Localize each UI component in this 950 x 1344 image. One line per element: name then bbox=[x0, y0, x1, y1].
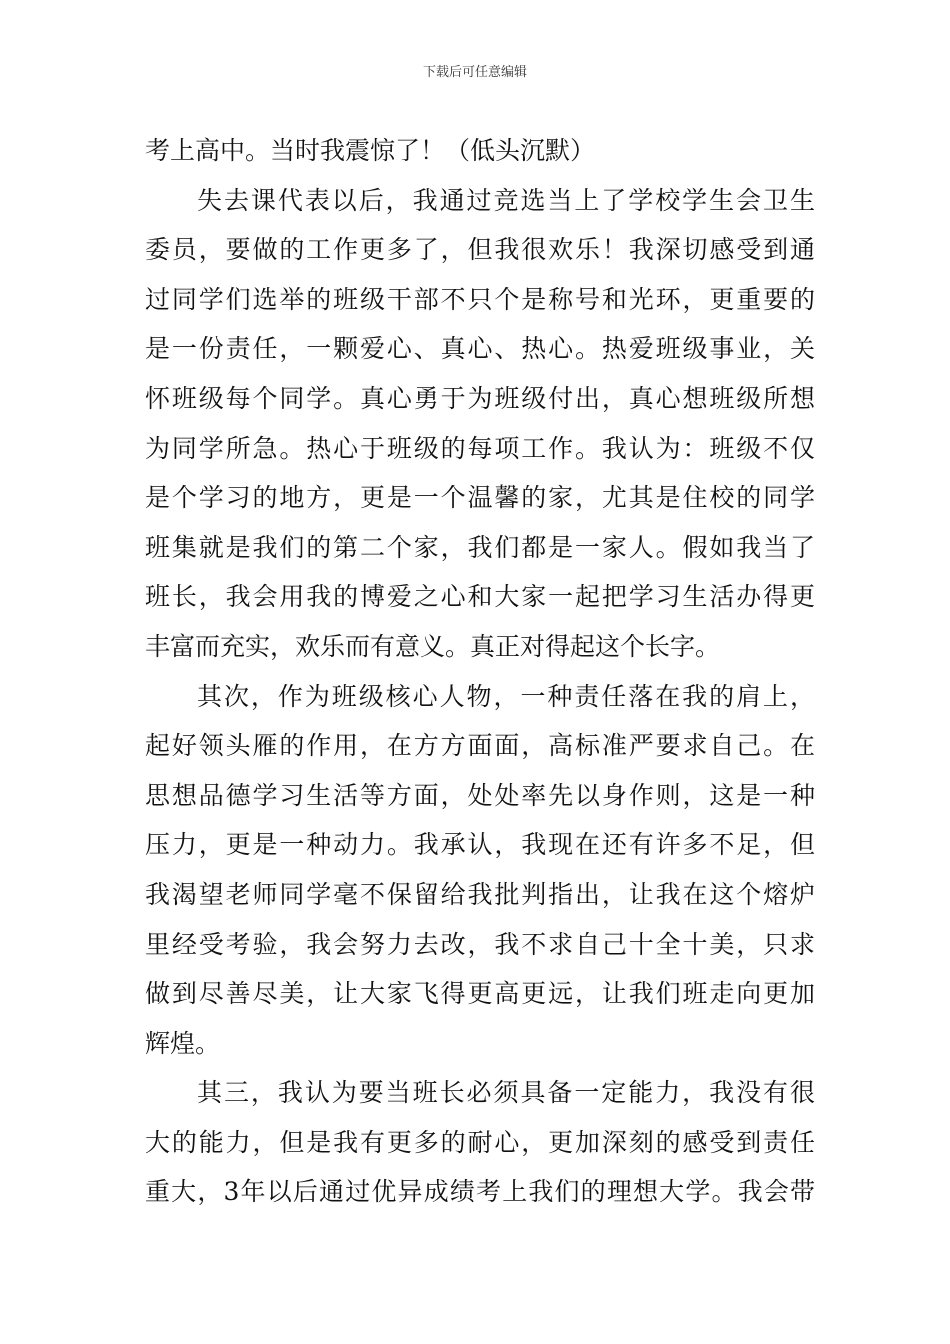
text-line: 班长，我会用我的博爱之心和大家一起把学习生活办得更 bbox=[145, 582, 815, 612]
text-line: 失去课代表以后，我通过竞选当上了学校学生会卫生 bbox=[197, 185, 815, 215]
paragraph bbox=[145, 176, 815, 672]
text-line: 里经受考验，我会努力去改，我不求自己十全十美，只求 bbox=[145, 929, 815, 959]
text-line: 压力，更是一种动力。我承认，我现在还有许多不足，但 bbox=[145, 830, 815, 860]
text-line: 为同学所急。热心于班级的每项工作。我认为：班级不仅 bbox=[145, 433, 815, 463]
text-line: 是一份责任，一颗爱心、真心、热心。热爱班级事业，关 bbox=[145, 334, 815, 364]
text-line: 过同学们选举的班级干部不只个是称号和光环，更重要的 bbox=[145, 284, 815, 314]
text-line: 其三，我认为要当班长必须具备一定能力，我没有很 bbox=[197, 1078, 815, 1108]
text-line: 我渴望老师同学毫不保留给我批判指出，让我在这个熔炉 bbox=[145, 879, 815, 909]
paragraph bbox=[145, 126, 815, 176]
text-line: 班集就是我们的第二个家，我们都是一家人。假如我当了 bbox=[145, 532, 815, 562]
text-line: 思想品德学习生活等方面，处处率先以身作则，这是一种 bbox=[145, 780, 815, 810]
text-line: 大的能力，但是我有更多的耐心，更加深刻的感受到责任 bbox=[145, 1127, 815, 1157]
paragraph bbox=[145, 1068, 815, 1217]
document-body bbox=[145, 126, 815, 1217]
text-line: 是个学习的地方，更是一个温馨的家，尤其是住校的同学 bbox=[145, 483, 815, 513]
text-line: 辉煌。 bbox=[145, 1028, 221, 1058]
paragraph bbox=[145, 672, 815, 1069]
text-line: 起好领头雁的作用，在方方面面，高标准严要求自己。在 bbox=[145, 731, 815, 761]
text-line: 怀班级每个同学。真心勇于为班级付出，真心想班级所想 bbox=[145, 383, 815, 413]
text-line: 丰富而充实，欢乐而有意义。真正对得起这个长字。 bbox=[145, 631, 721, 661]
text-line: 重大，3年以后通过优异成绩考上我们的理想大学。我会带 bbox=[145, 1177, 815, 1207]
text-line: 委员，要做的工作更多了，但我很欢乐！我深切感受到通 bbox=[145, 235, 815, 265]
text-line: 做到尽善尽美，让大家飞得更高更远，让我们班走向更加 bbox=[145, 979, 815, 1009]
page-header-note: 下载后可任意编辑 bbox=[422, 65, 527, 80]
text-line: 考上高中。当时我震惊了！（低头沉默） bbox=[145, 136, 596, 165]
text-line: 其次，作为班级核心人物，一种责任落在我的肩上， bbox=[197, 681, 815, 711]
